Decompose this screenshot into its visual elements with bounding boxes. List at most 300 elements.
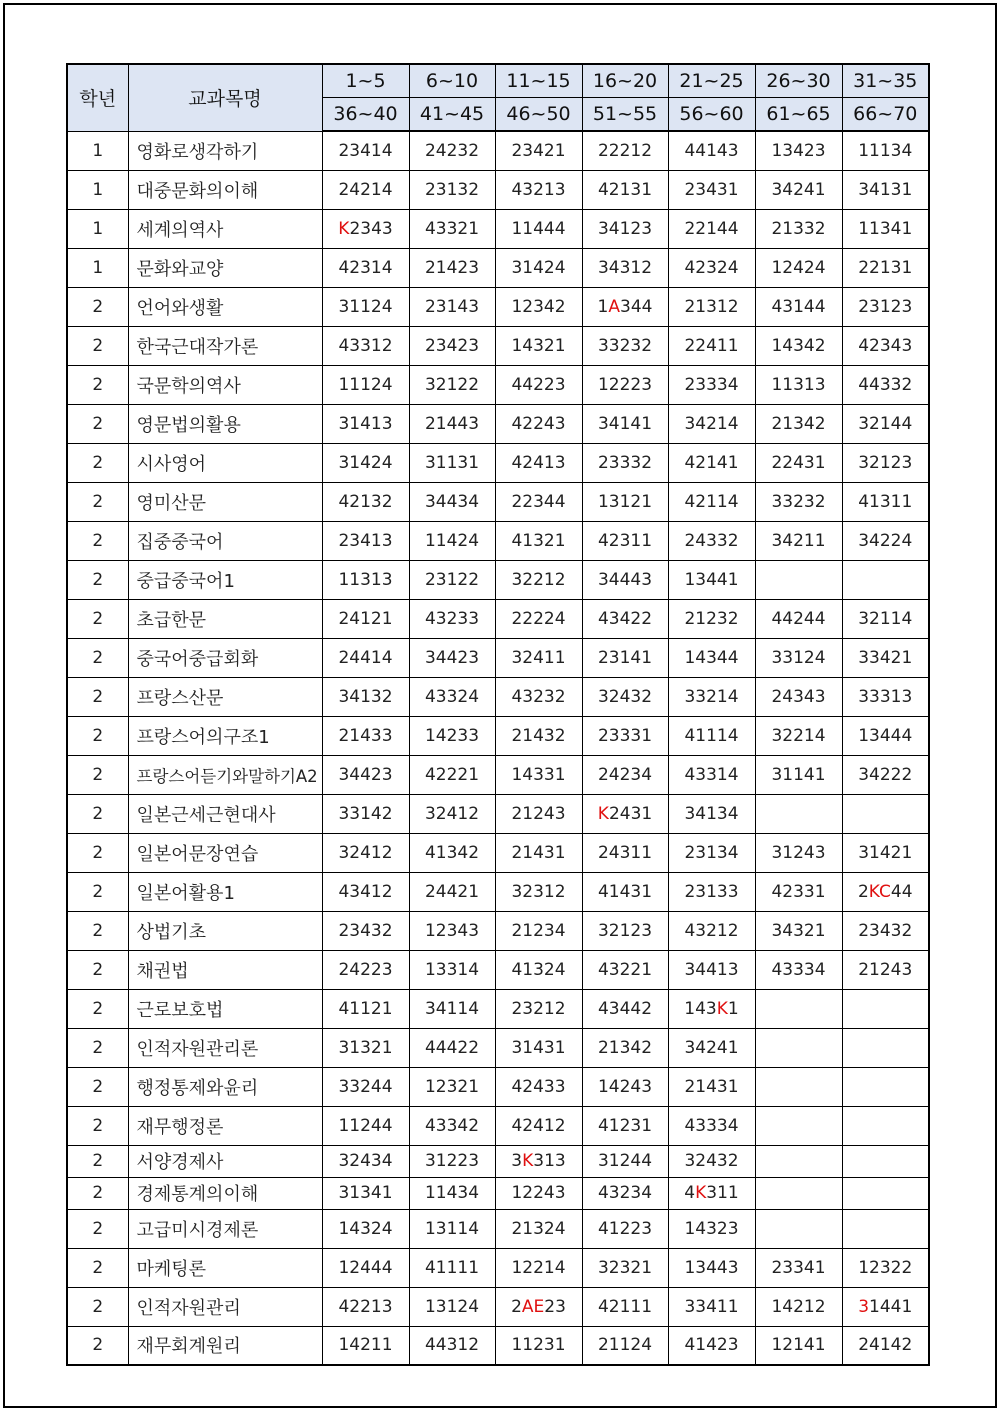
course-name-cell: 국문학의역사 [128,365,322,404]
answer-cell [755,209,842,248]
answer-text: 14324 [338,1218,393,1239]
table-row [67,1028,929,1067]
answer-cell [755,872,842,911]
answer-text: 23143 [424,296,480,317]
answer-cell [842,560,929,599]
course-name-cell: 재무회계원리 [128,1326,322,1365]
table-row [67,365,929,404]
answer-text: 34434 [424,491,480,512]
answer-text: 12343 [424,920,480,941]
answer-cell [409,1028,495,1067]
answer-text: 21423 [424,257,480,278]
answer-text: 31341 [338,1183,393,1203]
answer-text: 34134 [684,803,739,824]
answer-cell [668,560,755,599]
answer-text: 13314 [424,959,480,980]
table-row [67,248,929,287]
answer-text: 22212 [597,140,653,161]
answer-cell [495,1145,582,1177]
answer-text: 23134 [684,842,739,863]
answer-text: 42343 [858,335,913,356]
answer-cell [668,1145,755,1177]
answer-cell [495,326,582,365]
answer-text: 21324 [511,1218,566,1239]
answer-cell [582,1287,668,1326]
course-name-cell: 경제통계의이해 [128,1177,322,1209]
table-body [67,131,929,1365]
answer-text: 12243 [511,1183,566,1203]
answer-cell [842,989,929,1028]
answer-cell [322,131,409,170]
answer-cell [755,170,842,209]
grade-cell: 2 [67,872,128,911]
answer-cell [755,599,842,638]
answer-text: 31413 [338,413,393,434]
answer-text: 34321 [771,920,826,941]
answer-cell [495,1326,582,1365]
grade-cell: 2 [67,1326,128,1365]
answer-cell [409,1326,495,1365]
answer-text: 23334 [684,374,739,395]
answer-cell [582,443,668,482]
answer-text: 23432 [858,920,913,941]
answer-text: 14243 [597,1076,653,1097]
highlighted-answer: K [338,218,350,239]
answer-cell [755,287,842,326]
table-row [67,560,929,599]
answer-text: 32312 [511,881,566,902]
answer-cell [409,599,495,638]
answer-cell [755,365,842,404]
answer-text: 344 [620,296,653,317]
course-name-cell: 인적자원관리론 [128,1028,322,1067]
grade-cell: 2 [67,833,128,872]
table-row [67,1209,929,1248]
answer-text: 13124 [424,1296,480,1317]
answer-text: 44143 [684,140,739,161]
course-name-cell: 시사영어 [128,443,322,482]
answer-cell [582,677,668,716]
answer-cell [668,989,755,1028]
answer-cell [842,677,929,716]
answer-cell [668,482,755,521]
table-row [67,833,929,872]
answer-cell [409,170,495,209]
answer-cell [755,326,842,365]
answer-text: 14331 [511,764,566,785]
answer-text: 14321 [511,335,566,356]
answer-cell [668,521,755,560]
answer-text: 43321 [424,218,480,239]
answer-cell [409,1209,495,1248]
table-row [67,1145,929,1177]
answer-text: 21332 [771,218,826,239]
answer-cell [842,638,929,677]
course-name-cell: 재무행정론 [128,1106,322,1145]
answer-cell [495,755,582,794]
answer-text: 21342 [597,1037,653,1058]
grade-cell: 1 [67,209,128,248]
answer-text: 42213 [338,1296,393,1317]
answer-text: 32214 [771,725,826,746]
answer-text: 24232 [424,140,480,161]
answer-text: 34241 [684,1037,739,1058]
answer-cell [842,170,929,209]
table-row [67,1106,929,1145]
answer-text: 31321 [338,1037,393,1058]
answer-cell [755,1177,842,1209]
answer-text: 34132 [338,686,393,707]
answer-text: 22131 [858,257,913,278]
answer-cell [495,482,582,521]
answer-cell [668,794,755,833]
table-row [67,599,929,638]
course-name-cell: 고급미시경제론 [128,1209,322,1248]
answer-text: 43422 [597,608,653,629]
answer-cell [755,1287,842,1326]
answer-text: 34131 [858,179,913,200]
grade-cell: 2 [67,482,128,521]
answer-cell [409,638,495,677]
answer-cell [409,404,495,443]
answer-cell [322,1248,409,1287]
answer-text: 33313 [858,686,913,707]
answer-text: 33411 [684,1296,739,1317]
answer-text: 311 [706,1183,739,1203]
highlighted-answer: K [597,803,609,824]
range-header: 56~60 [668,98,755,132]
answer-text: 22344 [511,491,566,512]
answer-cell [322,833,409,872]
answer-cell [582,248,668,287]
answer-cell [668,1326,755,1365]
answer-text: 14233 [424,725,480,746]
answer-text: 32123 [597,920,653,941]
answer-text: 12321 [424,1076,480,1097]
answer-text: 11124 [338,374,393,395]
answer-text: 42433 [511,1076,566,1097]
answer-text: 21431 [511,842,566,863]
answer-cell [755,521,842,560]
answer-text: 41324 [511,959,566,980]
answer-cell [582,521,668,560]
answer-table [66,63,930,1366]
answer-cell [409,872,495,911]
answer-text: 32144 [858,413,913,434]
grade-cell: 2 [67,599,128,638]
answer-text: 12322 [858,1257,913,1278]
answer-text: 31431 [511,1037,566,1058]
course-name-cell: 일본어활용1 [128,872,322,911]
answer-cell [582,638,668,677]
table-row [67,1177,929,1209]
answer-cell [842,131,929,170]
answer-text: 11231 [511,1335,566,1356]
answer-cell [755,404,842,443]
answer-cell [495,287,582,326]
answer-text: 13444 [858,725,913,746]
answer-cell [322,404,409,443]
answer-text: 23341 [771,1257,826,1278]
grade-cell: 2 [67,521,128,560]
answer-text: 12444 [338,1257,393,1278]
answer-cell [755,443,842,482]
answer-cell [322,1209,409,1248]
table-row [67,950,929,989]
answer-text: 13441 [684,569,739,590]
answer-text: 13121 [597,491,653,512]
course-name-cell: 중국어중급회화 [128,638,322,677]
answer-text: 21431 [684,1076,739,1097]
answer-cell [322,599,409,638]
answer-cell [842,209,929,248]
answer-cell [582,404,668,443]
table-row [67,1248,929,1287]
answer-text: 21312 [684,296,739,317]
answer-cell [495,677,582,716]
answer-cell [322,287,409,326]
answer-cell [409,287,495,326]
table-row [67,638,929,677]
answer-cell [582,1209,668,1248]
answer-cell [755,1067,842,1106]
range-header: 6~10 [409,64,495,98]
answer-cell [582,716,668,755]
answer-text: 21232 [684,608,739,629]
answer-text: 23414 [338,140,393,161]
answer-cell [668,1248,755,1287]
answer-cell [409,950,495,989]
answer-cell [322,638,409,677]
answer-text: 13114 [424,1218,480,1239]
answer-cell [495,1028,582,1067]
answer-cell [668,326,755,365]
course-name-cell: 채권법 [128,950,322,989]
answer-cell [755,638,842,677]
answer-cell [582,989,668,1028]
answer-text: 143 [684,998,717,1019]
course-name-cell: 중급중국어1 [128,560,322,599]
answer-text: 34123 [597,218,653,239]
range-header: 21~25 [668,64,755,98]
answer-cell [582,1106,668,1145]
answer-cell [668,677,755,716]
answer-text: 34141 [597,413,653,434]
answer-text: 11444 [511,218,566,239]
answer-text: 12424 [771,257,826,278]
answer-text: 24234 [597,764,653,785]
grade-cell: 2 [67,1248,128,1287]
answer-text: 24332 [684,530,739,551]
answer-cell [409,1067,495,1106]
answer-cell [495,365,582,404]
answer-cell [409,521,495,560]
answer-cell [322,755,409,794]
answer-cell [409,677,495,716]
grade-cell: 1 [67,170,128,209]
answer-text: 33244 [338,1076,393,1097]
table-row [67,911,929,950]
course-name-cell: 근로보호법 [128,989,322,1028]
answer-cell [582,326,668,365]
answer-text: 23431 [684,179,739,200]
answer-text: 43144 [771,296,826,317]
course-name-cell: 서양경제사 [128,1145,322,1177]
answer-text: 14342 [771,335,826,356]
answer-cell [842,911,929,950]
answer-text: 1 [597,296,609,317]
answer-text: 12223 [597,374,653,395]
range-header: 16~20 [582,64,668,98]
answer-cell [322,443,409,482]
answer-cell [842,794,929,833]
answer-text: 11434 [424,1183,480,1203]
course-name-cell: 세계의역사 [128,209,322,248]
table-row [67,326,929,365]
grade-cell: 2 [67,287,128,326]
answer-cell [842,1209,929,1248]
answer-text: 44312 [424,1335,480,1356]
table-row [67,404,929,443]
answer-text: 24343 [771,686,826,707]
answer-text: 23132 [424,179,480,200]
highlighted-answer: KC [868,881,891,902]
course-name-cell: 초급한문 [128,599,322,638]
table-row [67,794,929,833]
table-row [67,1067,929,1106]
answer-text: 14323 [684,1218,739,1239]
grade-cell: 2 [67,1028,128,1067]
answer-text: 43232 [511,686,566,707]
grade-cell: 2 [67,1209,128,1248]
answer-cell [409,365,495,404]
answer-cell [409,911,495,950]
answer-text: 32432 [597,686,653,707]
course-name-cell: 일본어문장연습 [128,833,322,872]
course-name-cell: 상법기초 [128,911,322,950]
answer-cell [668,755,755,794]
answer-text: 31131 [424,452,480,473]
answer-text: 41231 [597,1115,653,1136]
answer-cell [842,872,929,911]
answer-text: 14344 [684,647,739,668]
course-name-cell: 언어와생활 [128,287,322,326]
answer-cell [582,287,668,326]
range-header: 66~70 [842,98,929,132]
answer-text: 14211 [338,1335,393,1356]
answer-cell [582,1248,668,1287]
table-row [67,989,929,1028]
answer-cell [409,209,495,248]
answer-cell [409,833,495,872]
answer-text: 32321 [597,1257,653,1278]
answer-text: 42331 [771,881,826,902]
answer-cell [582,560,668,599]
table-row [67,872,929,911]
answer-cell [755,560,842,599]
range-header: 31~35 [842,64,929,98]
answer-cell [322,950,409,989]
answer-cell [495,209,582,248]
answer-cell [409,131,495,170]
course-name-cell: 행정통제와윤리 [128,1067,322,1106]
answer-text: 33214 [684,686,739,707]
answer-text: 21124 [597,1335,653,1356]
answer-text: 32114 [858,608,913,629]
answer-cell [495,1248,582,1287]
answer-text: 24414 [338,647,393,668]
answer-cell [842,1177,929,1209]
grade-cell: 2 [67,326,128,365]
answer-text: 31124 [338,296,393,317]
answer-text: 12342 [511,296,566,317]
answer-cell [842,1145,929,1177]
answer-text: 2 [857,881,869,902]
answer-text: 313 [533,1151,566,1171]
highlighted-answer: A [608,296,620,317]
answer-text: 34114 [424,998,480,1019]
course-name-cell: 영화로생각하기 [128,131,322,170]
answer-cell [755,755,842,794]
answer-text: 32122 [424,374,480,395]
course-name-cell: 한국근대작가론 [128,326,322,365]
answer-cell [409,1287,495,1326]
answer-text: 43221 [597,959,653,980]
answer-cell [842,1106,929,1145]
range-header: 11~15 [495,64,582,98]
answer-text: 43334 [771,959,826,980]
grade-cell: 2 [67,716,128,755]
answer-text: 3 [511,1151,523,1171]
table-row [67,1287,929,1326]
answer-text: 11134 [858,140,913,161]
answer-cell [668,443,755,482]
answer-text: 22144 [684,218,739,239]
answer-text: 14212 [771,1296,826,1317]
answer-cell [755,131,842,170]
answer-cell [322,1287,409,1326]
answer-text: 42324 [684,257,739,278]
answer-cell [582,872,668,911]
answer-text: 43412 [338,881,393,902]
table-row [67,443,929,482]
range-header: 36~40 [322,98,409,132]
answer-cell [495,560,582,599]
answer-text: 43212 [684,920,739,941]
answer-text: 11313 [338,569,393,590]
answer-cell [409,1177,495,1209]
answer-cell [322,1028,409,1067]
course-name-cell: 집중중국어 [128,521,322,560]
answer-cell [322,677,409,716]
answer-cell [582,794,668,833]
table-row [67,482,929,521]
answer-text: 42131 [597,179,653,200]
answer-cell [409,482,495,521]
answer-cell [755,833,842,872]
answer-cell [409,1106,495,1145]
answer-cell [668,950,755,989]
answer-cell [495,1287,582,1326]
course-name-cell: 마케팅론 [128,1248,322,1287]
answer-text: 23 [544,1296,566,1317]
answer-text: 34241 [771,179,826,200]
answer-cell [495,443,582,482]
answer-cell [842,248,929,287]
answer-cell [409,794,495,833]
answer-cell [668,911,755,950]
answer-text: 23332 [597,452,653,473]
